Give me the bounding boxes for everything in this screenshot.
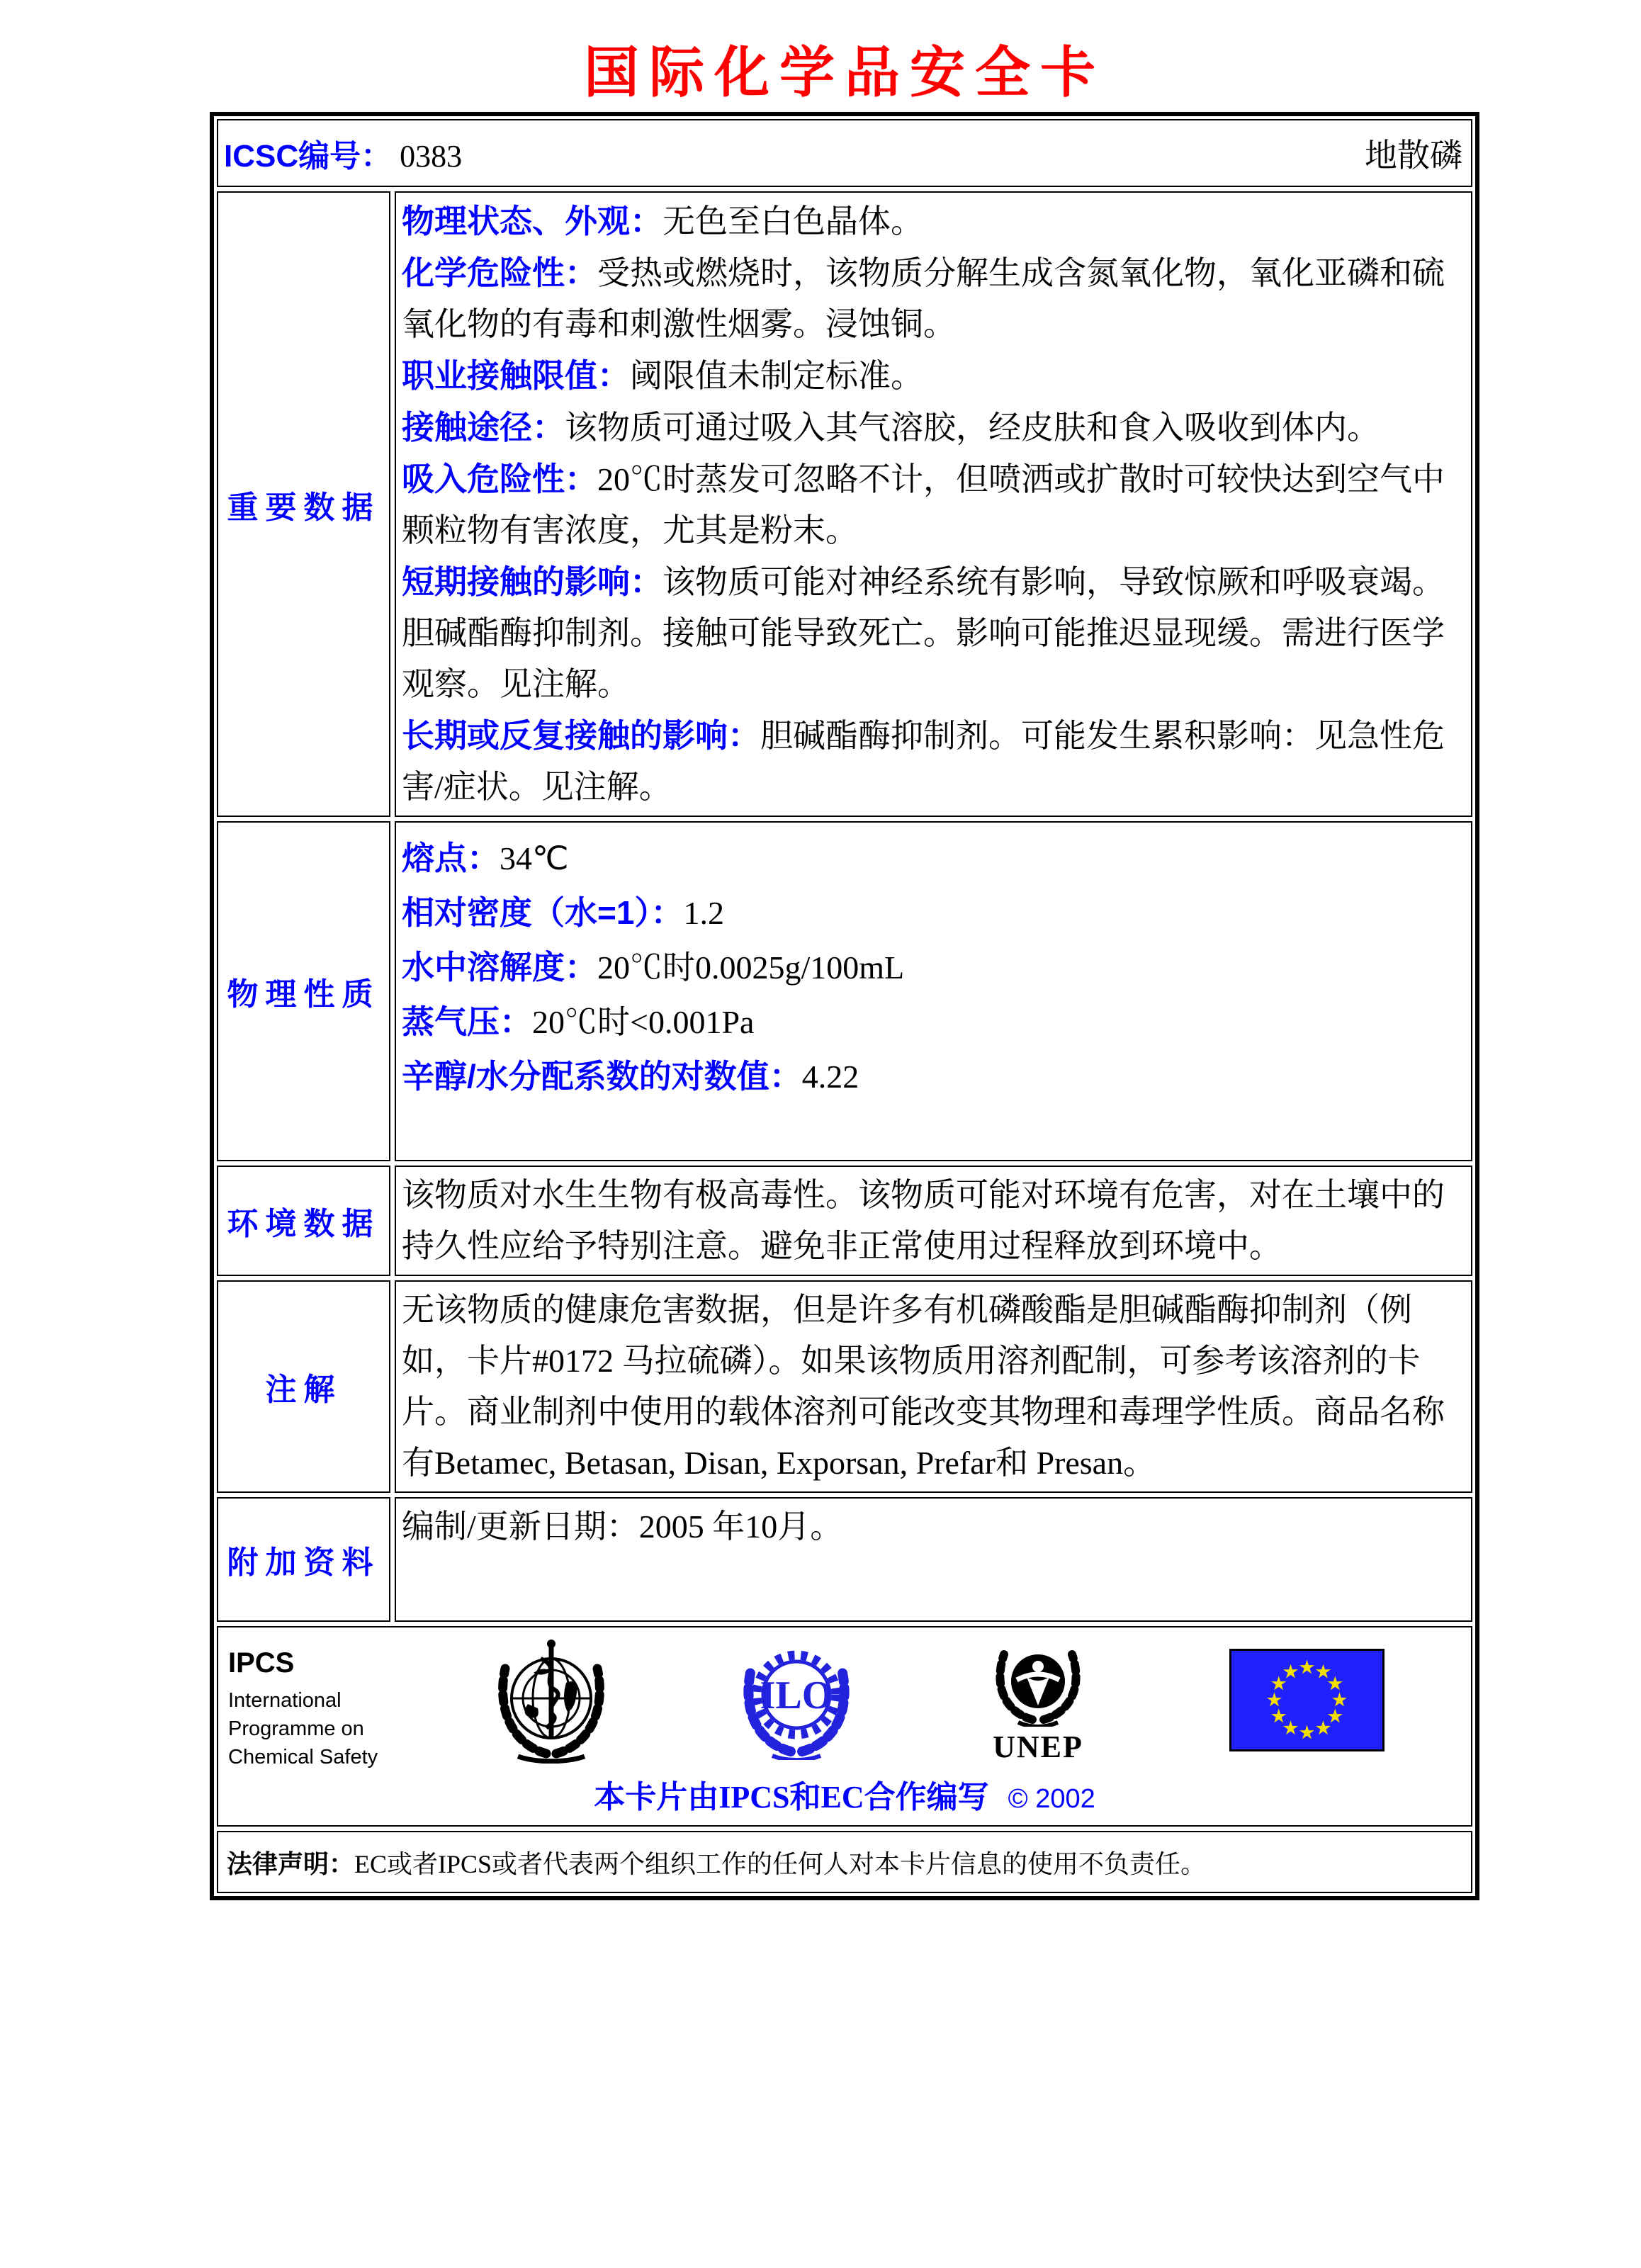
item-label: 相对密度（水=1）： [402,894,684,931]
unep-label: UNEP [993,1730,1083,1764]
chemical-name: 地散磷 [1365,137,1462,174]
legal-cell [217,1831,1472,1893]
item-text: 20℃时0.0025g/100mL [597,949,905,986]
icsc-number-label: ICSC编号： [224,139,393,174]
item-text: 20℃时<0.001Pa [532,1004,755,1040]
item-label: 吸入危险性： [402,461,597,497]
data-item [402,453,1462,556]
additional-info-content [395,1497,1472,1622]
ipcs-block [228,1632,405,1771]
item-label: 长期或反复接触的影响： [402,717,760,754]
page-title: 国际化学品安全卡 [583,42,1105,103]
header-row [217,119,1472,187]
data-item [402,402,1462,453]
data-item [402,196,1462,247]
footer-copyright: © 2002 [1008,1784,1095,1814]
notes-row [217,1280,1472,1493]
item-label: 职业接触限值： [402,357,630,394]
additional-info-row [217,1497,1472,1622]
item-label: 熔点： [402,840,500,876]
data-item [402,247,1462,350]
icsc-number-group [224,130,462,176]
data-item [402,886,1462,940]
item-text: 受热或燃烧时，该物质分解生成含氮氧化物，氧化亚磷和硫氧化物的有毒和刺激性烟雾。浸蚀铜。 [402,255,1445,342]
ipcs-acronym: IPCS [228,1647,295,1679]
section-heading-important-data: 重要数据 [217,191,390,817]
important-data-row [217,191,1472,817]
important-data-content [395,191,1472,817]
environmental-data-content [395,1166,1472,1276]
item-text: 无色至白色晶体。 [662,203,923,239]
eu-flag-icon [1229,1649,1385,1755]
who-logo-icon [487,1636,616,1767]
item-label: 辛醇/水分配系数的对数值： [402,1058,802,1095]
data-item [402,995,1462,1049]
ipcs-line: International [228,1689,342,1712]
data-item [402,350,1462,402]
legal-label: 法律声明： [227,1849,355,1878]
footer-caption-line [228,1771,1461,1820]
icsc-card [210,112,1479,1900]
data-item [402,1049,1462,1104]
unep-logo-icon [981,1640,1095,1763]
item-label: 蒸气压： [402,1003,532,1040]
data-item [402,940,1462,995]
item-text: 34℃ [500,840,569,876]
item-label: 水中溶解度： [402,949,597,986]
data-item [402,556,1462,710]
legal-row [217,1831,1472,1893]
section-heading-additional-info: 附加资料 [217,1497,390,1622]
environmental-data-row [217,1166,1472,1276]
ilo-letters: ILO [760,1674,833,1717]
ipcs-line: Chemical Safety [228,1746,378,1768]
physical-properties-row [217,821,1472,1161]
item-label: 短期接触的影响： [402,563,662,600]
logos-band [228,1632,1461,1771]
logos-row [217,1626,1472,1827]
ilo-logo-icon [733,1640,861,1764]
data-item [402,831,1462,886]
item-label: 物理状态、外观： [402,203,662,239]
footer-logos-panel [217,1626,1472,1827]
item-text: 胆碱酯酶抑制剂。可能发生累积影响：见急性危害/症状。见注解。 [402,718,1445,805]
item-text: 该物质可能对神经系统有影响，导致惊厥和呼吸衰竭。胆碱酯酶抑制剂。接触可能导致死亡。影响可能推迟显现缓。需进行医学观察。见注解。 [402,564,1445,702]
section-heading-physical-properties: 物理性质 [217,821,390,1161]
item-text: 阈限值未制定标准。 [630,358,923,394]
section-text: 编制/更新日期：2005 年10月。 [402,1508,843,1545]
footer-caption: 本卡片由IPCS和EC合作编写 [594,1780,989,1815]
section-heading-environmental-data: 环境数据 [217,1166,390,1276]
section-heading-notes: 注解 [217,1280,390,1493]
legal-text: EC或者IPCS或者代表两个组织工作的任何人对本卡片信息的使用不负责任。 [354,1849,1207,1878]
item-text: 20℃时蒸发可忽略不计，但喷洒或扩散时可较快达到空气中颗粒物有害浓度，尤其是粉末。 [402,461,1445,548]
header-cell [217,119,1472,187]
item-text: 4.22 [801,1059,859,1095]
data-item [402,710,1462,813]
item-text: 1.2 [683,895,724,931]
notes-content [395,1280,1472,1493]
physical-properties-content [395,821,1472,1161]
item-text: 该物质可通过吸入其气溶胶，经皮肤和食入吸收到体内。 [565,410,1380,446]
item-label: 接触途径： [402,409,565,446]
icsc-number-value: 0383 [400,139,463,174]
section-text: 该物质对水生生物有极高毒性。该物质可能对环境有危害，对在土壤中的持久性应给予特别注意。避免非正常使用过程释放到环境中。 [402,1177,1445,1264]
item-label: 化学危险性： [402,254,597,291]
ipcs-line: Programme on [228,1717,364,1740]
section-text: 无该物质的健康危害数据，但是许多有机磷酸酯是胆碱酯酶抑制剂（例如，卡片#0172 马拉硫磷）。如果该物质用溶剂配制，可参考该溶剂的卡片。商业制剂中使用的载体溶剂可能改变其物理和毒理学性质。商品名称有Betamec, Betasan, Disan, Exporsan, Prefar和 Presan。 [402,1292,1445,1481]
